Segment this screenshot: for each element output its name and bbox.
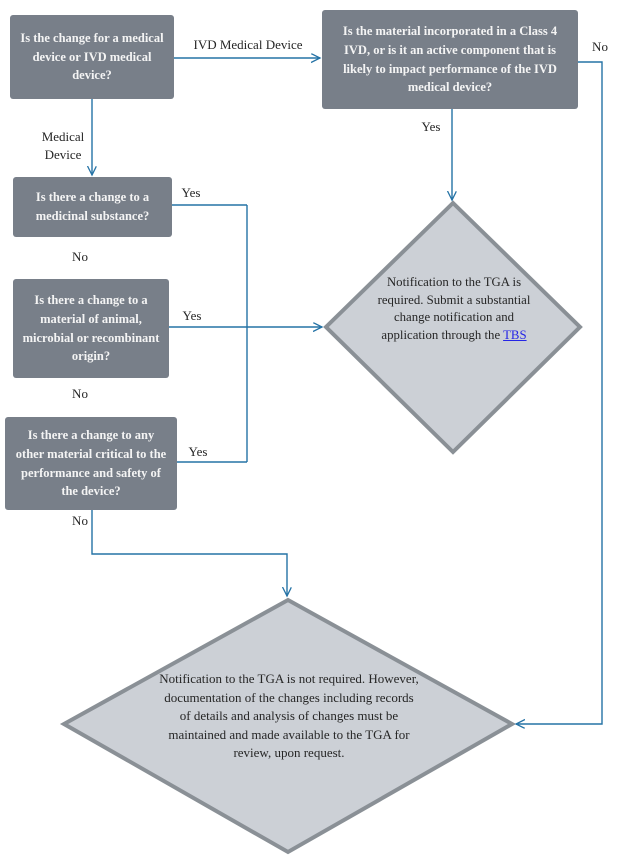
node-medicinal-substance-question: Is there a change to a medicinal substance? [13, 177, 172, 237]
label-no-class4: No [592, 39, 608, 54]
label-yes-animal: Yes [182, 308, 202, 323]
node-animal-origin-question: Is there a change to a material of animal, microbial or recombinant origin? [13, 279, 169, 378]
label-no-animal: No [72, 386, 88, 401]
label-yes-medicinal: Yes [181, 185, 201, 200]
label-yes-critical: Yes [188, 444, 208, 459]
node-critical-material-question: Is there a change to any other material critical to the performance and safety of the device? [5, 417, 177, 510]
node-class4-ivd-question: Is the material incorporated in a Class 4 IVD, or is it an active component that is likely to impact performance of the IVD medical device? [322, 10, 578, 109]
label-no-critical: No [72, 513, 88, 528]
node-device-type-question: Is the change for a medical device or IVD medical device? [10, 15, 174, 99]
outcome-required-text: Notification to the TGA is required. Submit a substantial change notification and application through the [377, 275, 531, 342]
edge-class4-no [516, 62, 602, 724]
label-no-medicinal: No [72, 249, 88, 264]
outcome-notification-required [365, 274, 543, 344]
label-medical-device: Medical Device [41, 129, 85, 162]
label-ivd-medical-device: IVD Medical Device [193, 37, 303, 52]
edge-critical-no [92, 510, 287, 596]
label-yes-class4: Yes [421, 119, 441, 134]
outcome-notification-not-required: Notification to the TGA is not required. However, documentation of the changes including records of details and analysis of changes must be maintained and made available to the TGA for review, upon request. [159, 671, 419, 760]
tbs-link[interactable]: TBS [503, 327, 527, 342]
